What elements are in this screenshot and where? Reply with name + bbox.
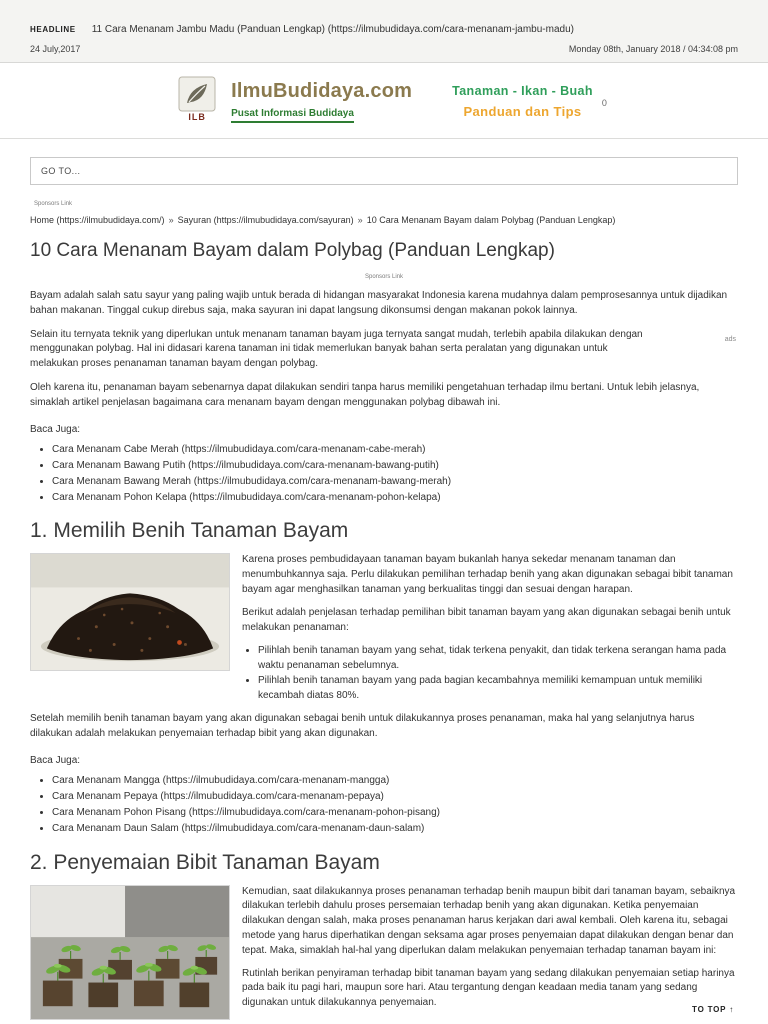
related-link[interactable]: Cara Menanam Mangga (https://ilmubudidaya.com/cara-menanam-mangga) [52, 774, 390, 786]
section-1-paragraph-1: Karena proses pembudidayaan tanaman bayam bukanlah hanya sekedar menanam tanaman dan menumbuhkannya saja. Perlu dilakukan pemilihan terhadap benih yang akan digunakan sebagai bibit tanaman bayam agar menghasilkan tanaman yang berkualitas tinggi dan sesuai dengan harapan. [242, 554, 733, 595]
read-also-list-2 [52, 773, 738, 837]
list-item [52, 773, 738, 788]
list-item [52, 805, 738, 820]
section-2-heading: 2. Penyemaian Bibit Tanaman Bayam [30, 850, 380, 874]
ads-label: ads [724, 335, 736, 343]
site-name[interactable]: IlmuBudidaya.com [231, 79, 413, 102]
section-1-heading: 1. Memilih Benih Tanaman Bayam [30, 519, 349, 543]
intro-paragraph-2: Selain itu ternyata teknik yang diperlukan untuk menanam tanaman bayam juga ternyata sangat mudah, terlebih apabila dilakukan dengan menggunakan polybag. Hal ini didasari karena tanaman ini tidak memerlukan banyak bahan serta peralatan yang digunakan untuk melakukan proses penanaman tanaman bayam dengan polybag. [30, 328, 643, 370]
goto-label: GO TO... [41, 166, 81, 176]
bullet-item: • Pilihlah benih tanaman bayam yang pada bagian kecambahnya memiliki kemampuan untuk memiliki kecambah diatas 80%. [258, 673, 738, 703]
related-link[interactable]: Cara Menanam Cabe Merah (https://ilmubudidaya.com/cara-menanam-cabe-merah) [52, 443, 426, 455]
read-also-label-2: Baca Juga: [30, 754, 81, 766]
breadcrumb-separator: » [357, 215, 363, 225]
related-link[interactable]: Cara Menanam Pepaya (https://ilmubudidaya.com/cara-menanam-pepaya) [52, 791, 384, 803]
breadcrumb-home[interactable]: Home (https://ilmubudidaya.com/) [30, 215, 165, 225]
list-item [52, 474, 738, 489]
header-menu [452, 83, 607, 119]
site-tagline: Pusat Informasi Budidaya [231, 108, 354, 123]
intro-paragraph-3: Oleh karena itu, penanaman bayam sebenarnya dapat dilakukan sendiri tanpa harus memiliki pengetahuan terhadap ilmu bertani. Untuk lebih jelasnya, simaklah artikel penjelasan bagaimana cara menanam bayam dengan menggunakan polybag dibawah ini. [30, 381, 700, 408]
headline-label: HEADLINE [30, 25, 76, 34]
section-1-paragraph-2: Berikut adalah penjelasan terhadap pemilihan bibit tanaman bayam yang akan digunakan sebagai benih untuk melakukan penanaman: [242, 606, 731, 633]
top-header-bar [0, 0, 768, 63]
spinach-seeds-image [30, 553, 230, 671]
logo-text [231, 80, 412, 123]
section-1-bullets [258, 643, 738, 703]
seeds-illustration [31, 554, 229, 670]
related-link[interactable]: Cara Menanam Bawang Putih (https://ilmubudidaya.com/cara-menanam-bawang-putih) [52, 459, 439, 471]
logo-initials: ILB [188, 112, 206, 122]
related-link[interactable]: Cara Menanam Pohon Pisang (https://ilmubudidaya.com/cara-menanam-pohon-pisang) [52, 807, 440, 819]
read-also-list-1 [52, 442, 738, 506]
article-title: 10 Cara Menanam Bayam dalam Polybag (Panduan Lengkap) [30, 240, 555, 261]
list-item [52, 821, 738, 836]
current-datetime: Monday 08th, January 2018 / 04:34:08 pm [568, 44, 738, 54]
read-also-label-1: Baca Juga: [30, 423, 81, 435]
related-link[interactable]: Cara Menanam Pohon Kelapa (https://ilmubudidaya.com/cara-menanam-pohon-kelapa) [52, 492, 441, 504]
section-1-text [242, 553, 738, 703]
list-item [52, 789, 738, 804]
section-2-media-row [30, 885, 738, 1020]
intro-paragraph-2-wrap [0, 328, 768, 372]
headline-link[interactable]: 11 Cara Menanam Jambu Madu (Panduan Lengkap) (https://ilmubudidaya.com/cara-menanam-jambu-madu) [91, 24, 574, 35]
section-2-paragraph-1: Kemudian, saat dilakukannya proses penanaman terhadap benih maupun bibit dari tanaman bayam, sebaiknya dilakukan terlebih dahulu proses persemaian terhadap benih yang akan digunakan. Ketika penyemaian dilakukan dengan salah, maka proses penanaman harus kerjakan dari awal kembali. Oleh karena itu, sebagai metode yang harus diperhatikan dengan seksama agar proses penyemaian dapat dilakukan dengan benar dan tepat. Maka, simaklah hal-hal yang diperlukan dalam melakukan penyemaian terhadap tanaman bayam ini: [242, 885, 736, 956]
breadcrumb [30, 215, 738, 225]
intro-paragraph-1: Bayam adalah salah satu sayur yang paling wajib untuk berada di hidangan masyarakat Indonesia karena mudahnya dalam pemprosesannya untuk dijadikan bahan makanan. Tinggal cukup direbus saja, maka sayuran ini dapat langsung dikonsumsi dengan makanan pokok lainnya. [30, 290, 728, 316]
leaf-icon [178, 76, 216, 112]
logo-wrap [175, 76, 607, 126]
section-1-paragraph-3: Setelah memilih benih tanaman bayam yang akan digunakan sebagai benih untuk dilakukannya proses penanaman, maka hal yang selanjutnya harus dilakukan adalah melakukan penyemaian terhadap bibit yang akan digunakan. [30, 713, 695, 740]
list-item [52, 490, 738, 505]
breadcrumb-current: 10 Cara Menanam Bayam dalam Polybag (Panduan Lengkap) [366, 215, 616, 225]
seedlings-image [30, 885, 230, 1020]
to-top-link[interactable]: TO TOP ↑ [692, 1005, 734, 1014]
sponsors-link-label: Sponsors Link [34, 201, 73, 207]
nav-tips-link[interactable]: Panduan dan Tips [463, 103, 582, 119]
breadcrumb-separator: » [168, 215, 174, 225]
goto-dropdown[interactable] [30, 157, 738, 185]
seedlings-illustration [31, 886, 229, 1019]
date-row [30, 44, 738, 54]
bullet-item: • Pilihlah benih tanaman bayam yang sehat, tidak terkena penyakit, dan tidak terkena serangan hama pada waktu penanaman sebelumnya. [258, 643, 738, 673]
site-logo-icon[interactable] [175, 76, 219, 126]
section-1-media-row [30, 553, 738, 703]
nav-categories-link[interactable]: Tanaman - Ikan - Buah [452, 83, 593, 98]
list-item [52, 442, 738, 457]
related-link[interactable]: Cara Menanam Daun Salam (https://ilmubudidaya.com/cara-menanam-daun-salam) [52, 823, 425, 835]
section-2-paragraph-2: Rutinlah berikan penyiraman terhadap bibit tanaman bayam yang sedang dilakukan penyemaian setiap harinya pada baik itu pagi hari, maupun sore hari. Atau tergantung dengan keadaan media tanam yang sedang digunakan untuk dilakukannya penyemaian. [242, 967, 735, 1009]
notification-badge: 0 [601, 97, 607, 108]
logo-section [0, 63, 768, 139]
headline-row [30, 24, 738, 35]
sponsors-link-label-center: Sponsors Link [364, 274, 404, 280]
post-date: 24 July,2017 [30, 44, 81, 54]
section-2-text [242, 885, 738, 1020]
related-link[interactable]: Cara Menanam Bawang Merah (https://ilmubudidaya.com/cara-menanam-bawang-merah) [52, 475, 452, 487]
breadcrumb-sayuran[interactable]: Sayuran (https://ilmubudidaya.com/sayuran) [177, 215, 354, 225]
list-item [52, 458, 738, 473]
